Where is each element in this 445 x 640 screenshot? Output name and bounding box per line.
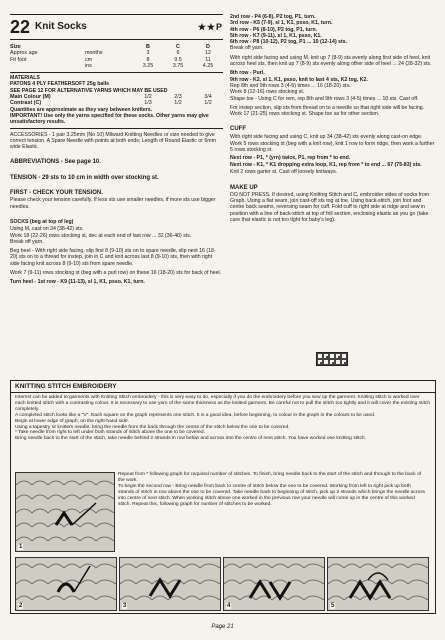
- illustration-label: 2: [19, 603, 23, 609]
- cuff-line: Next row - K1, * K1 dropping extra loop, K1, rep from * to end ... 67 (75-83) sts.: [230, 161, 422, 168]
- stitch-illustration-3: [119, 557, 221, 611]
- knit-fabric-illustration: [16, 473, 114, 551]
- quantities-note: Quantities are approximate as they vary between knitters.: [10, 106, 153, 113]
- socks-heading: SOCKS (beg at top of leg): [10, 218, 74, 225]
- materials-heading: MATERIALS: [10, 75, 40, 82]
- tension: TENSION - 29 sts to 10 cm in width over stocking st.: [10, 174, 159, 181]
- row-line: 4th row - P6 (8-10), P2 tog, P1, turn.: [230, 26, 318, 33]
- table-row: Main Colour (M) 1/2 2/3 3/4: [10, 94, 212, 101]
- embroidery-graph: [316, 352, 348, 366]
- table-row: Approx age months 3 6 12: [10, 50, 211, 57]
- row-line: Break off yarn.: [230, 45, 264, 52]
- work-rows: Work 8 (12-16) rows stocking st.: [230, 89, 305, 96]
- illustration-label: 3: [123, 603, 127, 609]
- materials-box: [10, 72, 223, 128]
- stitch-illustration-4: [223, 557, 325, 611]
- embroidery-steps: Repeat from * following graph for required number of stitches. To finish, bring needle back to the start of the stitch and through to the back of the work. To begin the second row - Bring needle from back to centre of stitch below the one to be covered. Working from left to right pick up both strands of stitch in row above the one to be covered. Take needle back to beginning of stitch, pick up 2 strands which brings the needle across into centre of next stitch. When working stitch above one worked in the previous row your needle will come up in the centre of this worked stitch. Repeat this, following graph for number of stitches to be worked.: [118, 472, 426, 507]
- pattern-title-bar: [10, 14, 223, 40]
- table-row: Fit foot cm 8 9.5 11: [10, 56, 211, 63]
- embroidery-intro: Interest can be added to garments with Knitting Stitch embroidery - this is very easy to do, especially if you do the embroidery before you sew up the garment. Knitting stitch is worked over each knitted stitch with a contrasting colour. It is necessary to use yarn of the same thickness as the knitted garment. Be careful not to pull the stitch too tightly and it will cover the existing stitch completely. A completed stitch looks like a "V". Each square on the graph represents one stitch. It is a good idea, before beginning, to colour in the graph in the colours to be used. Begin at lower edge of graph, on the right-hand side. Using a tapestry or knitters needle, bring the needle from the back through the centre of the stitch below the one to be covered. * Take needle from right to left under both strands of stitch above the one to be covered. Bring needle back to the start of the stitch, take needle behind 2 strands in row below and across into the centre of next stitch. You have worked one knitting stitch.: [15, 395, 431, 442]
- cuff-line: Knit 2 rows garter st. Cast off loosely knitways.: [230, 169, 338, 176]
- row-8: 8th row - Purl.: [230, 70, 265, 77]
- cuff-line: With right side facing and using C, knit up 34 (38-42) sts evenly along cast-on edge.: [230, 133, 423, 140]
- work-heel: Work 7 (9-11) rows stocking st (beg with a purl row) on these 16 (18-20) sts for back of heel.: [10, 270, 222, 277]
- knit-fabric-illustration: [328, 558, 428, 610]
- size-table: [10, 44, 223, 69]
- knit-fabric-illustration: [224, 558, 324, 610]
- socks-line: Break off yarn.: [10, 238, 44, 245]
- embroidery-title: KNITTING STITCH EMBROIDERY: [11, 381, 435, 393]
- illustration-label: 4: [227, 603, 231, 609]
- abbreviations: ABBREVIATIONS - See page 10.: [10, 159, 101, 166]
- important-note: IMPORTANT! Use only the yarns specified for these socks. Other yarns may give unsatisfactory results.: [10, 112, 209, 126]
- knit-fabric-illustration: [120, 558, 220, 610]
- instep-rows: Work 17 (21-25) rows stocking st. Shape toe as for other section.: [230, 111, 380, 118]
- socks-line: Using M, cast on 34 (38-42) sts.: [10, 226, 84, 233]
- row-line: 6th row - P8 (10-12), P2 tog, P1 ... 10 (12-14) sts.: [230, 39, 348, 46]
- knit-fabric-illustration: [16, 558, 116, 610]
- first-check-heading: FIRST - CHECK YOUR TENSION.: [10, 190, 103, 197]
- stitch-illustration-1: [15, 472, 115, 552]
- size-header: Size: [10, 44, 21, 50]
- socks-line: Work 18 (22-26) rows stocking st, dec at each end of last row ... 32 (36-40) sts.: [10, 232, 192, 239]
- shape-toe: Shape toe - Using C for rem, rep 8th and 9th rows 3 (4-5) times ... 10 sts. Cast off.: [230, 95, 419, 102]
- yarn-quantity-table: [10, 94, 223, 107]
- left-column: [10, 14, 223, 289]
- row-line: 3rd row - K5 (7-9), sl 1, K1, psso, K1, turn.: [230, 20, 333, 27]
- makeup-instructions: DO NOT PRESS. If desired, using Knitting Stitch and C, embroider sides of socks from Graph. Using a flat seam, join cast-off sts tog at toe. Using back-stitch, join foot and centre back seams, reversing seam for cuff. Fold cuff to right side at ridge and sew in position with a line of back-stitch at top of frill section, enclosing elastic as you go (take care that elastic is not too tight for baby's leg).: [230, 191, 430, 224]
- cuff-heading: CUFF: [230, 126, 246, 133]
- accessories: ACCESSORIES - 1 pair 3.25mm (No 10) Milward Knitting Needles or size needed to give correct tension. A Spare Needle with points at both ends; Length of Round Elastic or 6mm wide Elastic.: [10, 131, 216, 151]
- difficulty-rating: ★★P: [197, 21, 223, 32]
- stitch-illustration-2: [15, 557, 117, 611]
- beg-heel: Beg heel - With right side facing, slip first 8 (9-10) sts on to spare needle, slip next 16 (18-20) sts on to a thread for instep, join in C and knit across last 8 (9-10) sts, then with right side facing knit across 8 (9-10) sts from spare needle.: [10, 248, 216, 267]
- row-line: 5th row - K7 (9-11), sl 1, K1, psso, K1.: [230, 32, 322, 39]
- pattern-name: Knit Socks: [35, 20, 87, 32]
- pattern-number: 22: [10, 17, 31, 37]
- repeat-rows: Rep 8th and 9th rows 3 (4-5) times ... 16 (18-20) sts.: [230, 82, 351, 89]
- table-row: ins 3.25 3.75 4.25: [84, 62, 214, 69]
- yarn-name: PATONS 4 PLY FEATHERSOFT 25g balls: [10, 81, 110, 88]
- alt-yarns-note: SEE PAGE 12 FOR ALTERNATIVE YARNS WHICH MAY BE USED: [10, 87, 168, 94]
- row-9: 9th row - K2, sl 1, K1, psso, knit to last 4 sts, K2 tog, K2.: [230, 76, 368, 83]
- cuff-line: Work 5 rows stocking st (beg with a knit row), knit 1 row to form ridge, then work a further 5 rows stocking st.: [230, 141, 435, 154]
- instep-section: For instep section, slip sts from thread on to a needle so that right side will be facing.: [230, 104, 425, 111]
- right-column: [230, 14, 435, 226]
- first-check-body: Please check your tension carefully. If less sts use smaller needles, if more sts use bigger needles.: [10, 197, 216, 210]
- table-row: Contrast (C) 1/3 1/2 1/2: [10, 100, 212, 107]
- pickup-instructions: With right side facing and using M, knit up 7 (8-9) sts evenly along first side of heel, knit across heel sts, then knit up 7 (8-9) sts evenly along other side of heel ... 24 (28-32) sts.: [230, 54, 432, 68]
- stitch-illustration-5: [327, 557, 429, 611]
- size-col-d: D: [206, 44, 210, 50]
- makeup-heading: MAKE UP: [230, 184, 258, 191]
- page-number: Page 21: [211, 624, 234, 630]
- row-line: 2nd row - P4 (6-8), P2 tog, P1, turn.: [230, 14, 316, 20]
- illustration-label: 5: [331, 603, 335, 609]
- turn-heel: Turn heel - 1st row - K9 (11-13), sl 1, K1, psso, K1, turn.: [10, 279, 145, 286]
- graph-square: [341, 359, 347, 365]
- illustration-label: 1: [19, 544, 23, 550]
- size-col-b: B: [146, 44, 150, 50]
- cuff-line: Next row - P1, * (yrn) twice, P1, rep from * to end.: [230, 154, 351, 161]
- size-col-c: C: [176, 44, 180, 50]
- embroidery-box: [10, 380, 436, 614]
